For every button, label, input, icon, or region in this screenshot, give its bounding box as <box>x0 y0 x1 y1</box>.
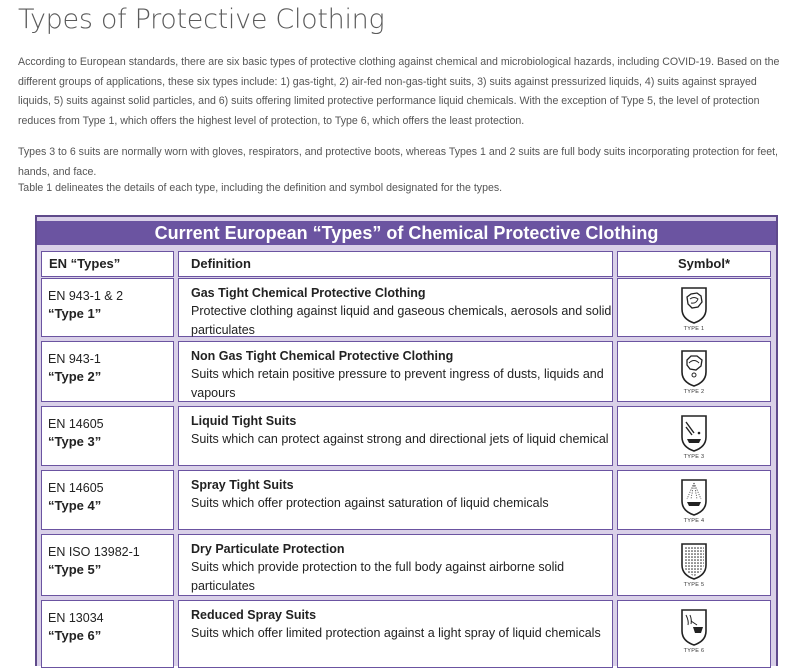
table-reference-paragraph: Table 1 delineates the details of each type, including the definition and symbol designated for the types. <box>18 182 503 194</box>
definition-description: Suits which offer limited protection against a light spray of liquid chemicals <box>191 626 601 640</box>
table-row-3-en <box>41 406 174 466</box>
gas-tight-icon <box>679 285 709 325</box>
table-row-4-en <box>41 470 174 530</box>
symbol-label: TYPE 4 <box>683 518 705 524</box>
page-title: Types of Protective Clothing <box>18 4 385 35</box>
en-code: EN 13034 <box>48 611 104 625</box>
symbol-label: TYPE 6 <box>683 648 705 654</box>
definition-title: Reduced Spray Suits <box>191 608 317 622</box>
protective-clothing-table <box>35 215 778 666</box>
header-definition: Definition <box>178 251 613 277</box>
definition-title: Gas Tight Chemical Protective Clothing <box>191 286 426 300</box>
en-code: EN 943-1 & 2 <box>48 289 124 303</box>
table-row-1-definition <box>178 278 613 337</box>
type-label: “Type 4” <box>48 498 102 513</box>
definition-description: Suits which provide protection to the full body against airborne solid particulates <box>191 560 565 593</box>
en-code: EN 14605 <box>48 417 104 431</box>
symbol-label: TYPE 3 <box>683 454 705 460</box>
type-label: “Type 2” <box>48 369 102 384</box>
type-label: “Type 5” <box>48 562 102 577</box>
table-caption: Current European “Types” of Chemical Protective Clothing <box>37 221 776 245</box>
table-row-5-definition <box>178 534 613 596</box>
table-row-4-symbol <box>617 470 771 530</box>
symbol-label: TYPE 1 <box>683 326 705 332</box>
definition-title: Spray Tight Suits <box>191 478 294 492</box>
en-code: EN 943-1 <box>48 352 101 366</box>
table-row-2-en <box>41 341 174 402</box>
table-row-1-symbol <box>617 278 771 337</box>
symbol-label: TYPE 2 <box>683 389 705 395</box>
table-row-6-en <box>41 600 174 668</box>
table-row-5-en <box>41 534 174 596</box>
table-row-4-definition <box>178 470 613 530</box>
table-row-3-definition <box>178 406 613 466</box>
usage-paragraph: Types 3 to 6 suits are normally worn with gloves, respirators, and protective boots, whereas Types 1 and 2 suits are full body suits incorporating protection for feet, hands, and face. <box>18 146 778 178</box>
definition-description: Suits which offer protection against saturation of liquid chemicals <box>191 496 549 510</box>
header-en-types: EN “Types” <box>41 251 174 277</box>
table-row-2-symbol <box>617 341 771 402</box>
non-gas-tight-icon <box>679 348 709 388</box>
type-label: “Type 6” <box>48 628 102 643</box>
type-label: “Type 1” <box>48 306 102 321</box>
definition-title: Liquid Tight Suits <box>191 414 297 428</box>
table-row-5-symbol <box>617 534 771 596</box>
liquid-jet-icon <box>679 413 709 453</box>
en-code: EN ISO 13982-1 <box>48 545 140 559</box>
table-row-3-symbol <box>617 406 771 466</box>
table-row-1-en <box>41 278 174 337</box>
table-row-2-definition <box>178 341 613 402</box>
symbol-label: TYPE 5 <box>683 582 705 588</box>
header-symbol: Symbol* <box>617 251 771 277</box>
definition-title: Non Gas Tight Chemical Protective Clothing <box>191 349 454 363</box>
light-spray-icon <box>679 607 709 647</box>
table-row-6-definition <box>178 600 613 668</box>
type-label: “Type 3” <box>48 434 102 449</box>
intro-paragraph: According to European standards, there are six basic types of protective clothing against chemical and microbiological hazards, including COVID-19. Based on the different groups of applications, these six types include: 1) gas-tight, 2) air-fed non-gas-tight suits, 3) suits against pressurized liquids, 4) suits against sprayed liquids, 5) suits against solid particles, and 6) suits offering limited protective performance liquid chemicals. With the exception of Type 5, the level of protection reduces from Type 1, which offers the highest level of protection, to Type 6, which offers the least protection. <box>18 56 780 127</box>
spray-icon <box>679 477 709 517</box>
table-row-6-symbol <box>617 600 771 668</box>
definition-description: Suits which can protect against strong and directional jets of liquid chemical <box>191 432 609 446</box>
definition-title: Dry Particulate Protection <box>191 542 345 556</box>
definition-description: Suits which retain positive pressure to prevent ingress of dusts, liquids and vapours <box>191 367 604 400</box>
en-code: EN 14605 <box>48 481 104 495</box>
particulate-icon <box>679 541 709 581</box>
definition-description: Protective clothing against liquid and gaseous chemicals, aerosols and solid particulates <box>191 304 612 337</box>
